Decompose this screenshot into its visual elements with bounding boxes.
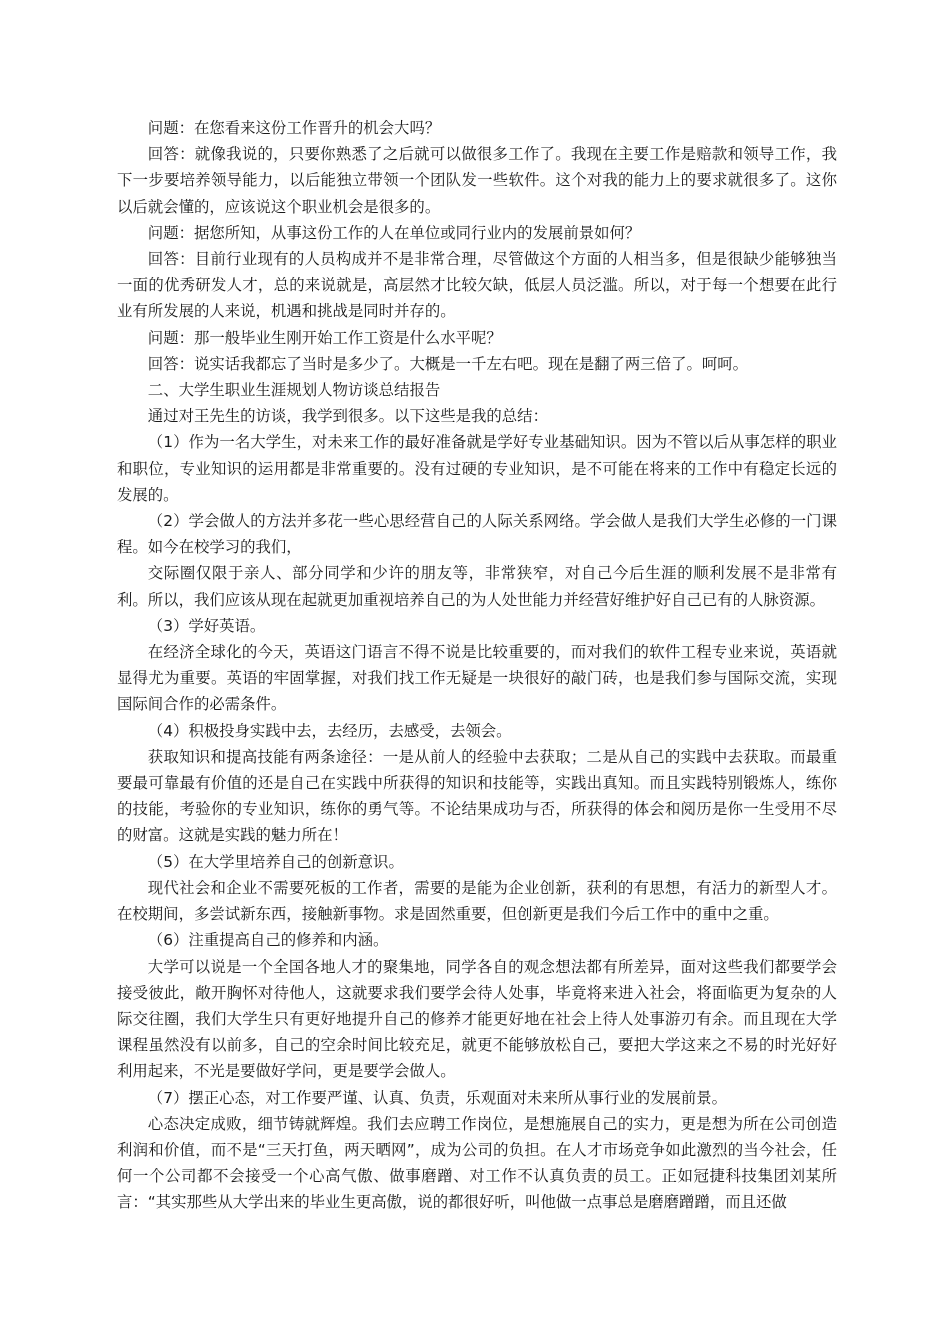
section-heading-summary: 二、大学生职业生涯规划人物访谈总结报告 — [147, 381, 441, 400]
paragraph-answer-promotion: 回答：就像我说的，只要你熟悉了之后就可以做很多工作了。我现在主要工作是赔款和领导工作，我下一步要培养领导能力，以后能独立带领一个团队发一些软件。这个对我的能力上的要求就很多了。这你以后就会懂的，应该说这个职业机会是很多的。 — [117, 145, 837, 216]
paragraph-question-salary: 问题：那一般毕业生刚开始工作工资是什么水平呢？ — [147, 328, 502, 347]
paragraph-point-5-body: 现代社会和企业不需要死板的工作者，需要的是能为企业创新，获利的有思想，有活力的新型人才。在校期间，多尝试新东西，接触新事物。求是固然重要，但创新更是我们今后工作中的重中之重。 — [117, 878, 837, 924]
paragraph-point-2-continued: 交际圈仅限于亲人、部分同学和少许的朋友等，非常狭窄，对自己今后生涯的顺利发展不是非常有利。所以，我们应该从现在起就更加重视培养自己的为人处世能力并经营好维护好自己已有的人脉资源。 — [117, 564, 837, 609]
paragraph-question-promotion: 问题：在您看来这份工作晋升的机会大吗？ — [147, 119, 441, 137]
paragraph-answer-salary: 回答：说实话我都忘了当时是多少了。大概是一千左右吧。现在是翻了两三倍了。呵呵。 — [147, 354, 749, 373]
paragraph-point-4-body: 获取知识和提高技能有两条途径：一是从前人的经验中去获取；二是从自己的实践中去获取。而最重要最可靠最有价值的还是自己在实践中所获得的知识和技能等，实践出真知。而且实践特别锻炼人，练你的技能，考验你的专业知识，练你的勇气等。不论结果成功与否，所获得的体会和阅历是你一生受用不尽的财富。这就是实践的魅力所在！ — [117, 747, 837, 845]
paragraph-point-7-heading: （7）摆正心态，对工作要严谨、认真、负责，乐观面对未来所从事行业的发展前景。 — [147, 1088, 728, 1107]
paragraph-answer-prospects: 回答：目前行业现有的人员构成并不是非常合理，尽管做这个方面的人相当多，但是很缺少能够独当一面的优秀研发人才，总的来说就是，高层然才比较欠缺，低层人员泛滥。所以，对于每一个想要在此行业有所发展的人来说，机遇和挑战是同时并存的。 — [117, 250, 837, 321]
paragraph-point-3-body: 在经济全球化的今天，英语这门语言不得不说是比较重要的，而对我们的软件工程专业来说，英语就显得尤为重要。英语的牢固掌握，对我们找工作无疑是一块很好的敲门砖，也是我们参与国际交流，实现国际间合作的必需条件。 — [117, 643, 837, 714]
paragraph-point-1: （1）作为一名大学生，对未来工作的最好准备就是学好专业基础知识。因为不管以后从事怎样的职业和职位，专业知识的运用都是非常重要的。没有过硬的专业知识，是不可能在将来的工作中有稳定长远的发展的。 — [117, 433, 837, 504]
paragraph-point-5-heading: （5）在大学里培养自己的创新意识。 — [147, 852, 404, 871]
paragraph-summary-intro: 通过对王先生的访谈，我学到很多。以下这些是我的总结： — [147, 407, 548, 426]
paragraph-point-7-body: 心态决定成败，细节铸就辉煌。我们去应聘工作岗位，是想施展自己的实力，更是想为所在公司创造利润和价值，而不是“三天打鱼，两天晒网”，成为公司的负担。在人才市场竞争如此激烈的当今社会，任何一个公司都不会接受一个心高气傲、做事磨蹭、对工作不认真负责的员工。正如冠捷科技集团刘某所言：“其实那些从大学出来的毕业生更高傲，说的都很好听，叫他做一点事总是磨磨蹭蹭，而且还做 — [117, 1114, 837, 1212]
paragraph-question-prospects: 问题：据您所知，从事这份工作的人在单位或同行业内的发展前景如何？ — [147, 223, 641, 242]
paragraph-point-3-heading: （3）学好英语。 — [147, 616, 266, 635]
paragraph-point-6-heading: （6）注重提高自己的修养和内涵。 — [147, 931, 389, 950]
paragraph-point-6-body: 大学可以说是一个全国各地人才的聚集地，同学各自的观念想法都有所差异，面对这些我们都要学会接受彼此，敞开胸怀对待他人，这就要求我们要学会待人处事，毕竟将来进入社会，将面临更为复杂的人际交往圈，我们大学生只有更好地提升自己的修养才能更好地在社会上待人处事游刃有余。而且现在大学课程虽然没有以前多，自己的空余时间比较充足，就更不能够放松自己，要把大学这来之不易的时光好好利用起来，不光是要做好学问，更是要学会做人。 — [117, 957, 837, 1081]
paragraph-point-2: （2）学会做人的方法并多花一些心思经营自己的人际关系网络。学会做人是我们大学生必修的一门课程。如今在校学习的我们， — [117, 512, 837, 557]
paragraph-point-4-heading: （4）积极投身实践中去，去经历，去感受，去领会。 — [147, 721, 512, 740]
document-page — [117, 115, 837, 1216]
